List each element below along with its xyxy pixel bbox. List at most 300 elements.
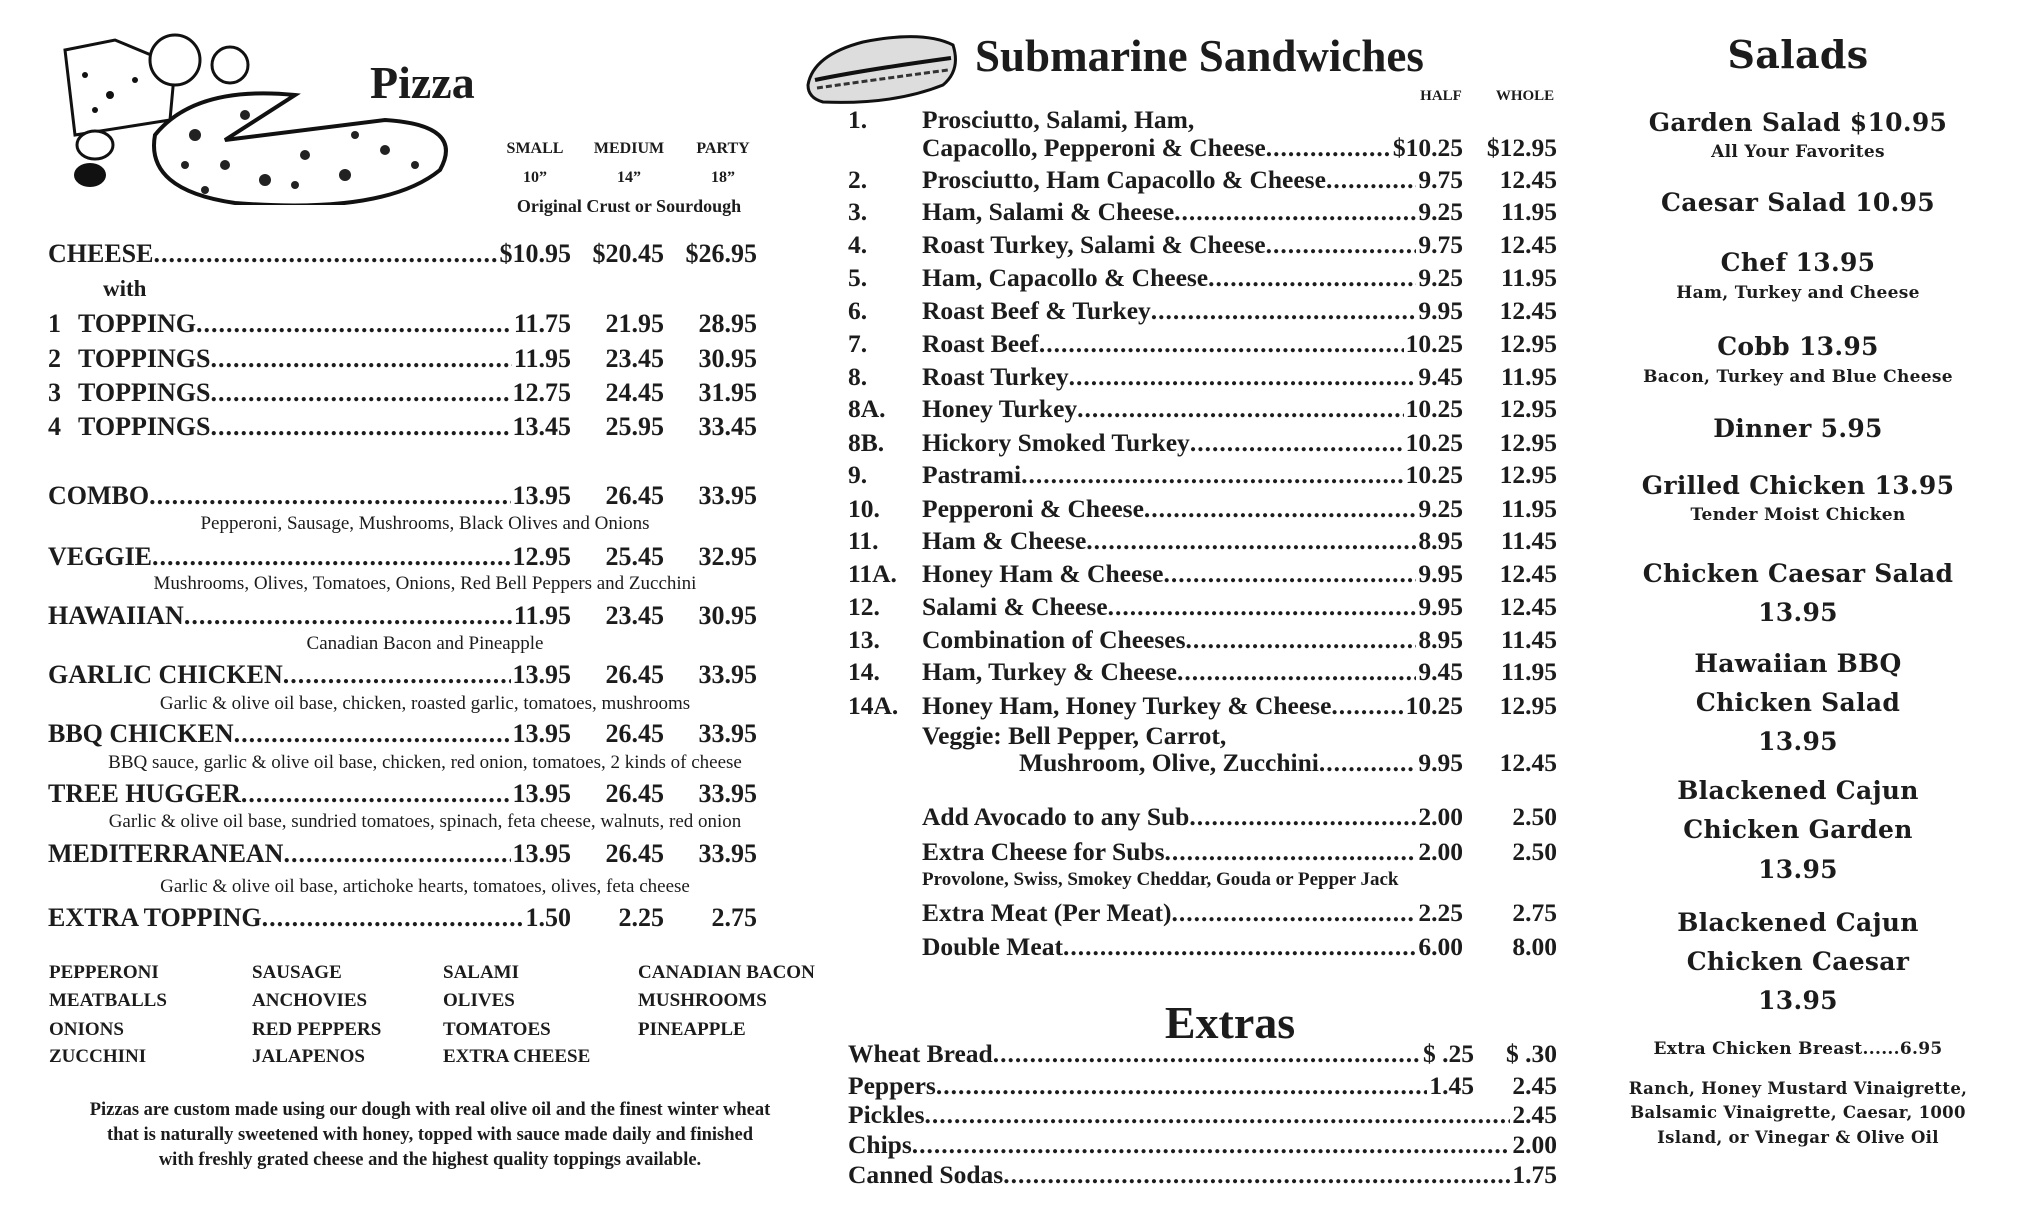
item-name: Salami & Cheese [922, 592, 1108, 621]
item-description: Garlic & olive oil base, chicken, roasted garlic, tomatoes, mushrooms [159, 693, 691, 714]
item-name: Capacollo, Pepperoni & Cheese [922, 133, 1266, 162]
menu-row-specialty [48, 838, 757, 870]
item-number: 9. [848, 460, 868, 489]
dot-leader [1266, 229, 1417, 261]
item-name: Honey Ham, Honey Turkey & Cheese [922, 691, 1332, 720]
topping-option: TOMATOES [443, 1019, 551, 1040]
pizza-title: Pizza [370, 57, 475, 108]
sub-item [848, 164, 1557, 196]
price: 13.95 [512, 481, 571, 510]
price: 12.75 [512, 378, 571, 407]
sandwich-illustration [803, 30, 963, 106]
price: 33.95 [698, 779, 757, 808]
item-name: Ham & Cheese [922, 526, 1087, 555]
price-whole: 12.95 [1499, 394, 1557, 423]
size-inches: 10” [523, 169, 547, 186]
dot-leader [210, 411, 510, 443]
price: 30.95 [698, 344, 757, 373]
topping-option: OLIVES [443, 990, 515, 1011]
salad-line: Tender Moist Chicken [1690, 505, 1906, 525]
item-name: Pepperoni & Cheese [922, 494, 1144, 523]
price-half: 9.95 [1418, 592, 1463, 621]
price: 32.95 [698, 542, 757, 571]
price-half: 9.95 [1418, 748, 1463, 777]
dot-leader [1077, 393, 1403, 425]
price: 2.45 [1512, 1100, 1557, 1129]
topping-option: RED PEPPERS [252, 1019, 382, 1040]
sub-item [848, 393, 1557, 425]
menu-row-topping [48, 308, 757, 340]
price-whole: 8.00 [1512, 932, 1557, 961]
dot-leader [1177, 656, 1416, 688]
sub-addon [922, 836, 1557, 868]
topping-option: CANADIAN BACON [638, 962, 815, 983]
price-whole: 11.45 [1501, 526, 1557, 555]
item-name: Mushroom, Olive, Zucchini [1019, 748, 1319, 777]
item-name: Chips [848, 1130, 912, 1159]
item-number: 8. [848, 362, 868, 391]
salad-line: Chicken Garden [1683, 815, 1913, 844]
menu-row-specialty [48, 541, 757, 573]
price: 26.45 [605, 660, 664, 689]
item-name: TOPPINGS [78, 344, 211, 373]
price: $26.95 [685, 239, 757, 268]
menu-row-specialty [48, 659, 757, 691]
item-name: MEDITERRANEAN [48, 839, 284, 868]
topping-count: 1 [48, 309, 61, 338]
item-number: 6. [848, 296, 868, 325]
price-whole: 12.95 [1499, 691, 1557, 720]
dot-leader [1165, 836, 1417, 868]
price: 1.50 [525, 903, 571, 932]
price: 24.45 [605, 378, 664, 407]
salad-line: Bacon, Turkey and Blue Cheese [1643, 367, 1953, 387]
price-half: 9.75 [1418, 230, 1463, 259]
item-name: Honey Turkey [922, 394, 1078, 423]
sub-item [848, 361, 1557, 393]
salad-line: Cobb 13.95 [1717, 332, 1879, 361]
dot-leader [1174, 196, 1416, 228]
pizza-illustration [55, 25, 455, 205]
menu-row-specialty [48, 718, 757, 750]
item-name: Pickles [848, 1100, 925, 1129]
salad-line: 13.95 [1758, 855, 1838, 884]
price-half: 10.25 [1405, 460, 1463, 489]
dot-leader [1186, 624, 1417, 656]
dot-leader [152, 541, 510, 573]
dot-leader [234, 718, 511, 750]
menu-row-specialty [48, 480, 757, 512]
item-number: 10. [848, 494, 880, 523]
dot-leader [210, 343, 511, 375]
price-whole: 12.95 [1499, 428, 1557, 457]
salad-line: Balsamic Vinaigrette, Caesar, 1000 [1630, 1103, 1966, 1122]
price-whole: 12.95 [1499, 329, 1557, 358]
sub-item [848, 262, 1557, 294]
menu-row-cheese [48, 238, 757, 270]
price-whole: $ .30 [1506, 1039, 1557, 1068]
item-name: Roast Turkey, Salami & Cheese [922, 230, 1266, 259]
item-name: CHEESE [48, 239, 154, 268]
item-name: Ham, Capacollo & Cheese [922, 263, 1209, 292]
salad-line: Ranch, Honey Mustard Vinaigrette, [1628, 1079, 1968, 1098]
item-name: Pastrami [922, 460, 1022, 489]
dot-leader [210, 377, 510, 409]
sub-addon [922, 801, 1557, 833]
item-name: VEGGIE [48, 542, 153, 571]
item-number: 7. [848, 329, 868, 358]
price-half: 2.00 [1418, 802, 1463, 831]
sub-item [848, 427, 1557, 459]
sub-item [848, 229, 1557, 261]
sub-item [848, 591, 1557, 623]
topping-option: MUSHROOMS [638, 990, 767, 1011]
sub-item [848, 690, 1557, 722]
salad-line: All Your Favorites [1711, 142, 1885, 162]
item-name: HAWAIIAN [48, 601, 184, 630]
price: 33.95 [698, 719, 757, 748]
item-name: COMBO [48, 481, 150, 510]
price-whole: 11.95 [1501, 197, 1557, 226]
price-whole: 12.45 [1499, 592, 1557, 621]
menu-row-topping [48, 411, 757, 443]
salad-line: Chicken Caesar Salad [1642, 559, 1954, 588]
price-half: 9.25 [1418, 197, 1463, 226]
price-half: 10.25 [1405, 329, 1463, 358]
item-name: Ham, Turkey & Cheese [922, 657, 1177, 686]
item-name: Prosciutto, Ham Capacollo & Cheese [922, 165, 1326, 194]
price-half: 9.95 [1418, 296, 1463, 325]
salad-line: Blackened Cajun [1677, 908, 1919, 937]
price: 13.45 [512, 412, 571, 441]
item-name: Roast Beef [922, 329, 1039, 358]
topping-count: 4 [48, 412, 61, 441]
item-name: GARLIC CHICKEN [48, 660, 283, 689]
price: 13.95 [512, 839, 571, 868]
salads-title: Salads [1727, 32, 1869, 77]
sub-item [848, 624, 1557, 656]
sub-item [848, 196, 1557, 228]
item-description: Garlic & olive oil base, artichoke hearts, tomatoes, olives, feta cheese [160, 876, 690, 897]
price-half: 10.25 [1405, 394, 1463, 423]
price: 12.95 [512, 542, 571, 571]
crust-note: Original Crust or Sourdough [516, 196, 742, 216]
sub-item [922, 132, 1557, 164]
item-number: 3. [848, 197, 868, 226]
cheese-options-note: Provolone, Swiss, Smokey Cheddar, Gouda or Pepper Jack [922, 869, 1399, 890]
size-label: SMALL [506, 140, 564, 157]
item-number: 4. [848, 230, 868, 259]
item-description: Garlic & olive oil base, sundried tomatoes, spinach, feta cheese, walnuts, red onion [108, 811, 742, 832]
price-whole: 12.45 [1499, 296, 1557, 325]
price: 33.45 [698, 412, 757, 441]
item-number: 1. [848, 105, 868, 134]
price-whole: 12.95 [1499, 460, 1557, 489]
sub-item [848, 328, 1557, 360]
sub-item [848, 558, 1557, 590]
extras-item [848, 1130, 1557, 1160]
price-whole: 2.50 [1512, 837, 1557, 866]
price: 33.95 [698, 660, 757, 689]
dot-leader [1319, 747, 1416, 779]
topping-option: ANCHOVIES [252, 990, 368, 1011]
price: 30.95 [698, 601, 757, 630]
price-whole: 2.45 [1512, 1071, 1557, 1100]
dot-leader [1063, 931, 1416, 963]
price-half: 9.45 [1418, 362, 1463, 391]
price-whole: 2.50 [1512, 802, 1557, 831]
sub-item [848, 525, 1557, 557]
dot-leader [184, 600, 512, 632]
item-name: Peppers [848, 1071, 936, 1100]
price-whole: 11.95 [1501, 263, 1557, 292]
item-name: BBQ CHICKEN [48, 719, 234, 748]
price: 25.45 [605, 542, 664, 571]
price-whole: $12.95 [1486, 133, 1557, 162]
item-number: 13. [848, 625, 880, 654]
salad-line: Chicken Caesar [1686, 947, 1910, 976]
extras-item [848, 1100, 1557, 1130]
price: 23.45 [605, 601, 664, 630]
price-whole: 12.45 [1499, 748, 1557, 777]
topping-count: 3 [48, 378, 61, 407]
dot-leader [1266, 132, 1391, 164]
with-label: with [103, 276, 147, 301]
price: 11.75 [513, 309, 571, 338]
price: 26.45 [605, 481, 664, 510]
item-name: Add Avocado to any Sub [922, 802, 1190, 831]
price: 33.95 [698, 839, 757, 868]
price-half: 2.25 [1418, 898, 1463, 927]
dot-leader [1331, 690, 1403, 722]
price-half: 8.95 [1418, 625, 1463, 654]
price-half: $10.25 [1392, 133, 1463, 162]
item-description: BBQ sauce, garlic & olive oil base, chicken, red onion, tomatoes, 2 kinds of cheese [108, 752, 742, 773]
price: 13.95 [512, 779, 571, 808]
item-name: Honey Ham & Cheese [922, 559, 1164, 588]
dot-leader [262, 902, 524, 934]
item-description: Pepperoni, Sausage, Mushrooms, Black Olives and Onions [200, 513, 650, 534]
item-description: Canadian Bacon and Pineapple [306, 633, 544, 654]
dot-leader [912, 1130, 1511, 1160]
salad-line: 13.95 [1758, 986, 1838, 1015]
sub-addon [922, 897, 1557, 929]
extras-item [848, 1071, 1557, 1101]
price-whole: 11.45 [1501, 625, 1557, 654]
dot-leader [1069, 361, 1417, 393]
dot-leader [1021, 459, 1403, 491]
sub-item [848, 656, 1557, 688]
subs-title: Submarine Sandwiches [975, 31, 1424, 81]
menu-row-specialty [48, 600, 757, 632]
col-half: HALF [1420, 88, 1462, 104]
price-half: 10.25 [1405, 428, 1463, 457]
extras-item [848, 1160, 1557, 1190]
price-half: 10.25 [1405, 691, 1463, 720]
dot-leader [149, 480, 510, 512]
dot-leader [1189, 801, 1416, 833]
footer-line: with freshly grated cheese and the highest quality toppings available. [158, 1150, 702, 1170]
salad-line: 13.95 [1758, 727, 1838, 756]
price: 13.95 [512, 660, 571, 689]
item-name: Veggie: Bell Pepper, Carrot, [922, 721, 1227, 750]
item-name: Canned Sodas [848, 1160, 1004, 1189]
price-half: 9.45 [1418, 657, 1463, 686]
sub-item [848, 493, 1557, 525]
price: 2.00 [1512, 1130, 1557, 1159]
salad-line: Dinner 5.95 [1713, 414, 1883, 443]
footer-line: Pizzas are custom made using our dough with real olive oil and the finest winter wheat [89, 1100, 771, 1120]
price-whole: 12.45 [1499, 230, 1557, 259]
pizza-footer-note [45, 1098, 815, 1173]
price: 25.95 [605, 412, 664, 441]
price: 26.45 [605, 719, 664, 748]
price-whole: 11.95 [1501, 362, 1557, 391]
price-whole: 2.75 [1512, 898, 1557, 927]
price: 11.95 [513, 601, 571, 630]
footer-line: that is naturally sweetened with honey, topped with sauce made daily and finished [106, 1125, 754, 1145]
price: 26.45 [605, 839, 664, 868]
item-name: Extra Cheese for Subs [922, 837, 1165, 866]
item-name: Prosciutto, Salami, Ham, [922, 105, 1195, 134]
salad-line: 13.95 [1758, 598, 1838, 627]
price-half: 9.25 [1418, 494, 1463, 523]
price-half: 9.75 [1418, 165, 1463, 194]
price: 23.45 [605, 344, 664, 373]
price: 33.95 [698, 481, 757, 510]
menu-row-topping [48, 343, 757, 375]
item-number: 12. [848, 592, 880, 621]
price: $10.95 [499, 239, 571, 268]
dot-leader [1144, 493, 1416, 525]
price: 11.95 [513, 344, 571, 373]
item-number: 11A. [848, 559, 897, 588]
price: 1.75 [1512, 1160, 1557, 1189]
item-name: TOPPINGS [78, 412, 211, 441]
topping-option: SAUSAGE [252, 962, 342, 983]
price-whole: 12.45 [1499, 165, 1557, 194]
price: 2.25 [618, 903, 664, 932]
item-name: Hickory Smoked Turkey [922, 428, 1190, 457]
size-inches: 18” [711, 169, 735, 186]
item-name: Roast Beef & Turkey [922, 296, 1151, 325]
menu-row-specialty [48, 778, 757, 810]
item-name: Extra Meat (Per Meat) [922, 898, 1172, 927]
menu-row-topping [48, 377, 757, 409]
dot-leader [1086, 525, 1416, 557]
dot-leader [993, 1039, 1421, 1069]
sub-addon [922, 931, 1557, 963]
size-label: PARTY [696, 140, 750, 157]
topping-count: 2 [48, 344, 61, 373]
item-number: 8A. [848, 394, 886, 423]
salad-line: Extra Chicken Breast......6.95 [1653, 1039, 1943, 1059]
dot-leader [1326, 164, 1416, 196]
dot-leader [925, 1100, 1511, 1130]
dot-leader [1003, 1160, 1510, 1190]
dot-leader [154, 238, 498, 270]
topping-option: SALAMI [443, 962, 520, 983]
topping-option: ONIONS [49, 1019, 124, 1040]
item-number: 14. [848, 657, 880, 686]
dot-leader [1171, 897, 1416, 929]
price-half: $ .25 [1423, 1039, 1474, 1068]
dot-leader [1164, 558, 1417, 590]
price-half: 9.95 [1418, 559, 1463, 588]
topping-option: PINEAPPLE [638, 1019, 746, 1040]
dot-leader [1190, 427, 1404, 459]
dot-leader [241, 778, 511, 810]
item-name: Roast Turkey [922, 362, 1069, 391]
item-name: TOPPING [78, 309, 196, 338]
topping-option: ZUCCHINI [49, 1046, 147, 1067]
size-label: MEDIUM [593, 140, 665, 157]
item-name: TREE HUGGER [48, 779, 241, 808]
item-number: 8B. [848, 428, 885, 457]
size-inches: 14” [617, 169, 641, 186]
price-half: 8.95 [1418, 526, 1463, 555]
item-name: EXTRA TOPPING [48, 903, 262, 932]
item-name: Combination of Cheeses [922, 625, 1186, 654]
salad-line: Grilled Chicken 13.95 [1641, 471, 1955, 500]
item-number: 11. [848, 526, 879, 555]
price-half: 1.45 [1429, 1071, 1474, 1100]
price-half: 6.00 [1418, 932, 1463, 961]
item-description: Mushrooms, Olives, Tomatoes, Onions, Red Bell Peppers and Zucchini [153, 573, 697, 594]
price: $20.45 [592, 239, 664, 268]
item-name: Wheat Bread [848, 1039, 993, 1068]
salad-line: Garden Salad $10.95 [1648, 108, 1948, 137]
salad-line: Caesar Salad 10.95 [1661, 188, 1935, 217]
price-whole: 12.45 [1499, 559, 1557, 588]
sub-item-veggie [1019, 747, 1557, 779]
price-half: 2.00 [1418, 837, 1463, 866]
item-name: TOPPINGS [78, 378, 211, 407]
salad-line: Chicken Salad [1695, 688, 1901, 717]
dot-leader [283, 838, 510, 870]
price: 21.95 [605, 309, 664, 338]
dot-leader [196, 308, 512, 340]
dot-leader [1208, 262, 1416, 294]
dot-leader [283, 659, 511, 691]
dot-leader [936, 1071, 1428, 1101]
salad-line: Island, or Vinegar & Olive Oil [1657, 1128, 1939, 1147]
price-whole: 11.95 [1501, 494, 1557, 523]
topping-option: PEPPERONI [49, 962, 159, 983]
topping-option: EXTRA CHEESE [443, 1046, 591, 1067]
item-number: 5. [848, 263, 868, 292]
price: 26.45 [605, 779, 664, 808]
topping-option: JALAPENOS [252, 1046, 365, 1067]
salad-line: Blackened Cajun [1677, 776, 1919, 805]
dot-leader [1039, 328, 1404, 360]
extras-item [848, 1039, 1557, 1069]
dot-leader [1108, 591, 1417, 623]
dot-leader [1151, 295, 1417, 327]
salad-line: Hawaiian BBQ [1694, 649, 1902, 678]
item-name: Ham, Salami & Cheese [922, 197, 1175, 226]
sub-item [848, 459, 1557, 491]
item-number: 14A. [848, 691, 899, 720]
menu-row-extra-topping [48, 902, 757, 934]
price-half: 9.25 [1418, 263, 1463, 292]
price-whole: 11.95 [1501, 657, 1557, 686]
item-name: Double Meat [922, 932, 1063, 961]
price: 31.95 [698, 378, 757, 407]
price: 28.95 [698, 309, 757, 338]
item-number: 2. [848, 165, 868, 194]
salad-line: Ham, Turkey and Cheese [1676, 283, 1920, 303]
